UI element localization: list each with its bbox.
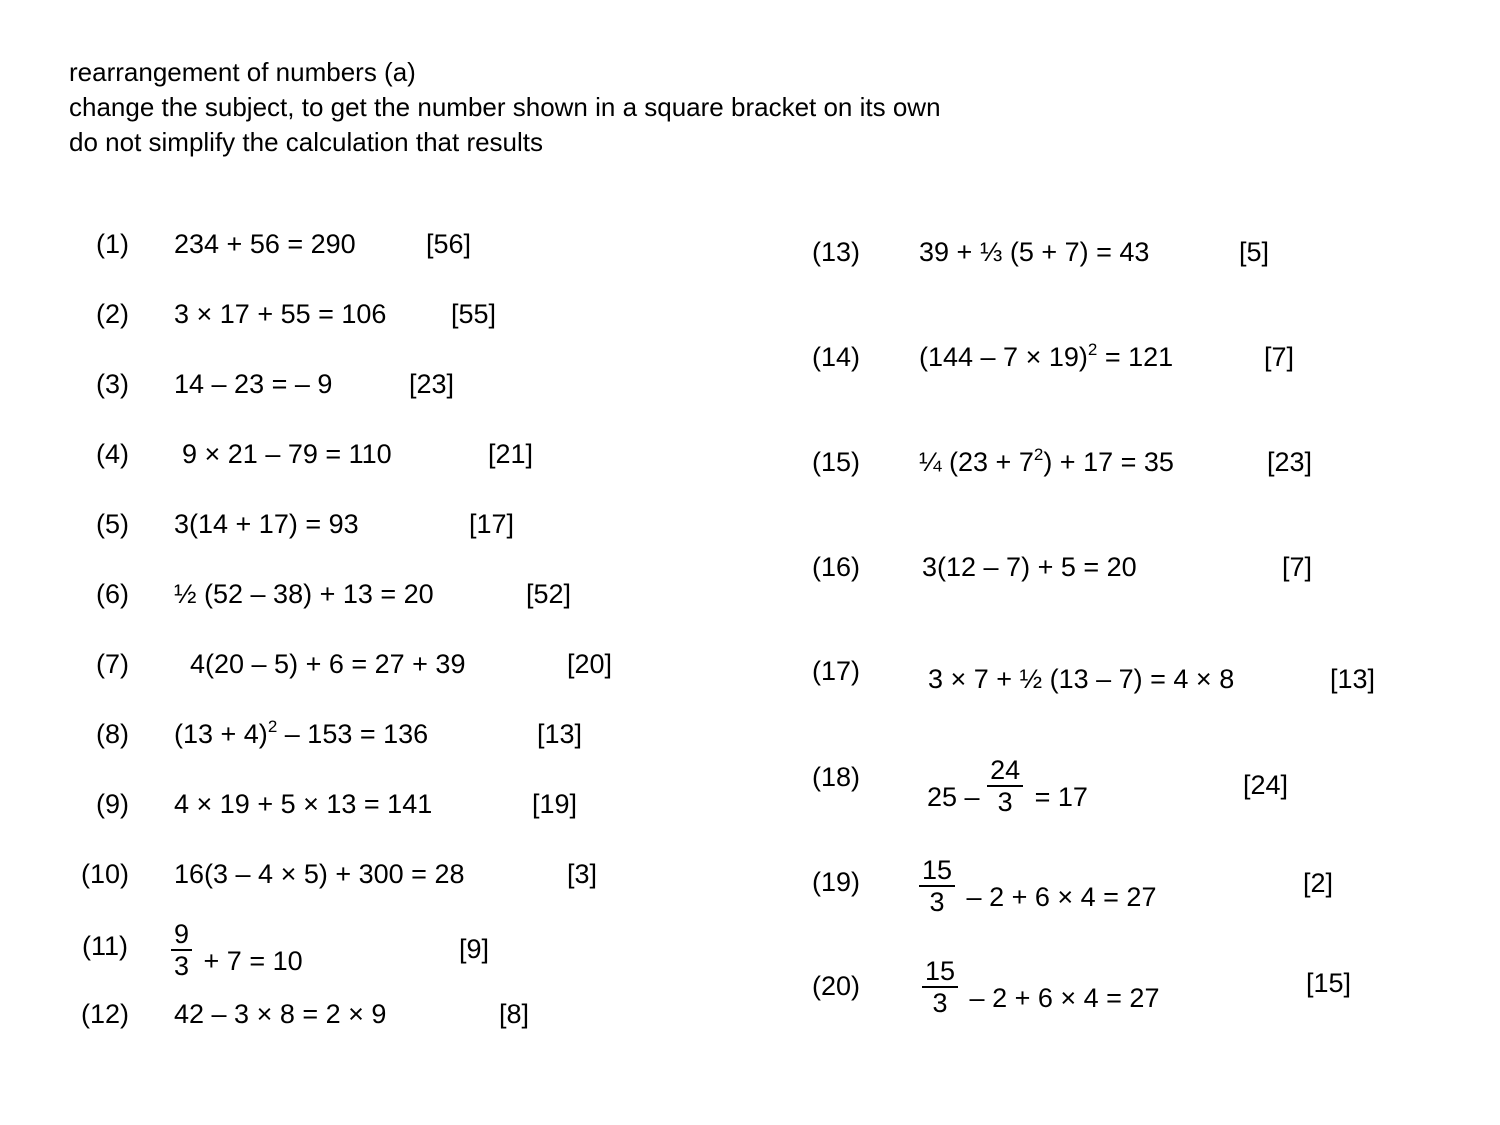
expression-part: – 153 = 136 <box>277 719 429 749</box>
question-17 <box>0 655 1500 715</box>
question-expression <box>922 956 1160 1031</box>
bracket-target: [19] <box>532 789 578 819</box>
question-number: (17) <box>812 656 861 686</box>
bracket-target: [15] <box>1306 968 1352 998</box>
fraction-denominator: 3 <box>174 951 190 981</box>
expression-part: ) + 17 = 35 <box>1043 447 1174 477</box>
expression-part: = 121 <box>1097 342 1174 372</box>
expression-part: = 17 <box>1027 782 1088 813</box>
expression-part: – 2 + 6 × 4 = 27 <box>962 983 1160 1014</box>
expression-part: (144 – 7 × 19) <box>919 342 1088 372</box>
bracket-target: [9] <box>459 934 490 964</box>
question-expression: 14 – 23 = – 9 <box>174 369 333 399</box>
bracket-target: [7] <box>1282 552 1313 582</box>
fraction <box>919 855 955 917</box>
question-expression: 39 + ⅓ (5 + 7) = 43 <box>919 237 1150 267</box>
question-expression: 234 + 56 = 290 <box>174 229 356 259</box>
bracket-target: [2] <box>1303 868 1334 898</box>
question-expression: ½ (52 – 38) + 13 = 20 <box>174 579 434 609</box>
fraction-denominator: 3 <box>932 988 948 1018</box>
bracket-target: [23] <box>409 369 455 399</box>
bracket-target: [7] <box>1264 342 1295 372</box>
question-expression <box>174 718 428 754</box>
fraction-numerator: 24 <box>987 755 1023 787</box>
fraction <box>987 755 1023 817</box>
question-14 <box>0 341 1500 401</box>
question-number: (3) <box>96 369 129 399</box>
bracket-target: [52] <box>526 579 572 609</box>
bracket-target: [24] <box>1243 770 1289 800</box>
question-expression <box>927 755 1088 830</box>
question-13 <box>0 236 1500 296</box>
fraction-numerator: 15 <box>919 855 955 887</box>
bracket-target: [5] <box>1239 237 1270 267</box>
bracket-target: [3] <box>567 859 598 889</box>
question-expression <box>919 446 1174 482</box>
question-number: (16) <box>812 552 861 582</box>
question-number: (13) <box>812 237 861 267</box>
question-number: (10) <box>81 859 130 889</box>
question-number: (6) <box>96 579 129 609</box>
fraction-numerator: 15 <box>922 956 958 988</box>
question-number: (20) <box>812 971 861 1001</box>
bracket-target: [55] <box>451 299 497 329</box>
bracket-target: [20] <box>567 649 613 679</box>
question-18 <box>0 755 1500 821</box>
bracket-target: [56] <box>426 229 472 259</box>
expression-part: ¼ (23 + 7 <box>919 447 1034 477</box>
worksheet-title: rearrangement of numbers (a) <box>69 57 416 87</box>
question-number: (7) <box>96 649 129 679</box>
worksheet-header <box>69 55 941 160</box>
question-expression <box>919 855 1157 930</box>
question-number: (19) <box>812 867 861 897</box>
question-19 <box>0 855 1500 926</box>
bracket-target: [13] <box>1330 664 1376 694</box>
question-16 <box>0 551 1500 611</box>
question-number: (1) <box>96 229 129 259</box>
instruction-line: do not simplify the calculation that results <box>69 127 544 157</box>
exponent: 2 <box>267 717 278 736</box>
question-number: (5) <box>96 509 129 539</box>
expression-part: 25 – <box>927 782 988 813</box>
fraction-denominator: 3 <box>997 787 1013 817</box>
question-expression: 4(20 – 5) + 6 = 27 + 39 <box>190 649 466 679</box>
question-expression: 42 – 3 × 8 = 2 × 9 <box>174 999 387 1029</box>
bracket-target: [13] <box>537 719 583 749</box>
fraction-denominator: 3 <box>929 887 945 917</box>
expression-part: (13 + 4) <box>174 719 268 749</box>
question-expression: 3(12 – 7) + 5 = 20 <box>922 552 1137 582</box>
fraction-numerator: 9 <box>171 919 192 951</box>
expression-part: – 2 + 6 × 4 = 27 <box>959 882 1157 913</box>
exponent: 2 <box>1033 445 1044 464</box>
question-15 <box>0 446 1500 506</box>
question-expression: 3 × 17 + 55 = 106 <box>174 299 387 329</box>
expression-part: + 7 = 10 <box>196 946 303 977</box>
bracket-target: [21] <box>488 439 534 469</box>
question-number: (9) <box>96 789 129 819</box>
exponent: 2 <box>1087 340 1098 359</box>
question-expression: 3 × 7 + ½ (13 – 7) = 4 × 8 <box>928 664 1235 694</box>
question-number: (8) <box>96 719 129 749</box>
question-number: (15) <box>812 447 861 477</box>
question-expression: 3(14 + 17) = 93 <box>174 509 359 539</box>
question-number: (14) <box>812 342 861 372</box>
question-expression: 9 × 21 – 79 = 110 <box>182 439 392 469</box>
bracket-target: [8] <box>499 999 530 1029</box>
instruction-line: change the subject, to get the number shown in a square bracket on its own <box>69 92 941 122</box>
question-number: (2) <box>96 299 129 329</box>
question-expression: 16(3 – 4 × 5) + 300 = 28 <box>174 859 465 889</box>
question-number: (4) <box>96 439 129 469</box>
bracket-target: [23] <box>1267 447 1313 477</box>
question-number: (11) <box>82 931 129 961</box>
fraction <box>922 956 958 1018</box>
question-number: (18) <box>812 762 861 792</box>
question-number: (12) <box>81 999 130 1029</box>
question-expression <box>919 341 1173 377</box>
question-expression: 4 × 19 + 5 × 13 = 141 <box>174 789 433 819</box>
bracket-target: [17] <box>469 509 515 539</box>
